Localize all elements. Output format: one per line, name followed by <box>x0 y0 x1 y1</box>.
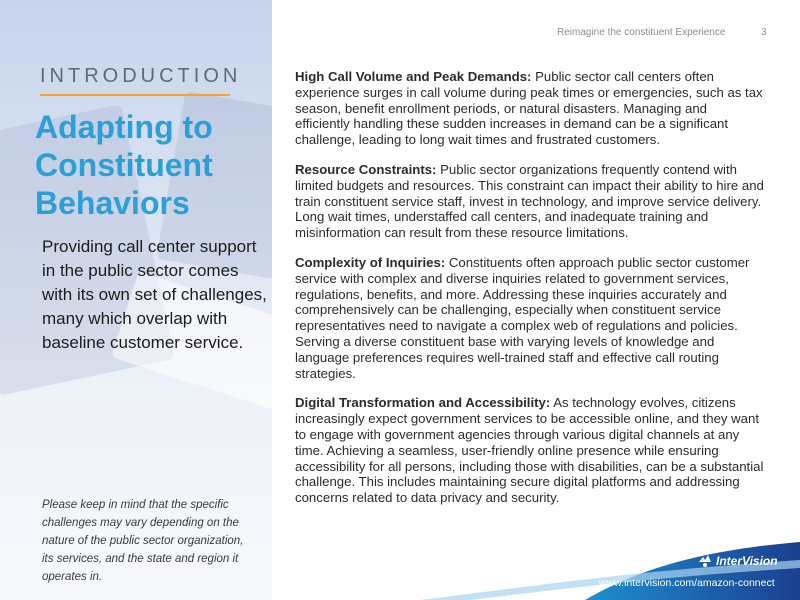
section-body: Public sector call centers often experience surges in call volume during peak times or emergencies, such as tax season, benefit enrollment periods, or natural disasters. Managing and efficiently handling these sudden increases in demand can be a significant challenge, leading to long wait times and frustrated customers. <box>295 69 763 148</box>
page-title-line: Behaviors <box>35 185 190 221</box>
page-title <box>35 108 213 222</box>
page-number: 3 <box>761 27 767 38</box>
company-logo <box>697 553 778 569</box>
section-paragraph <box>295 69 765 148</box>
content-column <box>295 69 765 520</box>
section-paragraph <box>295 255 765 381</box>
section-title: Digital Transformation and Accessibility: <box>295 395 551 411</box>
section-title: High Call Volume and Peak Demands: <box>295 69 532 84</box>
section-title: Resource Constraints: <box>295 161 437 177</box>
logo-text: InterVision <box>716 554 778 568</box>
accent-underline <box>40 94 230 96</box>
page-title-line: Constituent <box>35 147 213 183</box>
intro-paragraph: Providing call center support in the public sector comes with its own set of challenges, many which overlap with baseline customer service. <box>42 237 267 352</box>
footer-url[interactable]: www.intervision.com/amazon-connect <box>599 577 775 589</box>
section-paragraph <box>295 395 765 506</box>
intervision-logo-icon <box>697 553 713 569</box>
section-body: Public sector organizations frequently contend with limited budgets and resources. This constraint can impact their ability to hire and train constituent service staff, invest in technology, and improve service delivery. Long wait times, understaffed call centers, and inadequate training and misinformation can result from these resource limitations. <box>295 161 764 241</box>
footnote: Please keep in mind that the specific challenges may vary depending on the nature of the public sector organization, its services, and the state and region it operates in. <box>42 499 244 583</box>
section-paragraph <box>295 162 765 241</box>
page-title-line: Adapting to <box>35 109 213 145</box>
header-title: Reimagine the constituent Experience <box>557 27 726 38</box>
section-body: As technology evolves, citizens increasingly expect government services to be accessible online, and they want to engage with government agencies through various digital channels at any time. Achieving a seamless, user-friendly online presence while ensuring accessibility for all persons, including those with disabilities, can be a substantial challenge. This includes maintaining secure digital platforms and addressing concerns related to data privacy and security. <box>295 395 764 506</box>
section-body: Constituents often approach public sector customer service with complex and diverse inquiries related to government services, regulations, benefits, and more. Addressing these inquiries accurately and comprehensively can be challenging, especially when constituent service representatives need to navigate a complex web of regulations and policies. Serving a diverse constituent base with varying levels of knowledge and language preferences requires well-trained staff and effective call routing strategies. <box>295 254 750 381</box>
section-label: INTRODUCTION <box>40 65 242 87</box>
section-title: Complexity of Inquiries: <box>295 254 446 270</box>
